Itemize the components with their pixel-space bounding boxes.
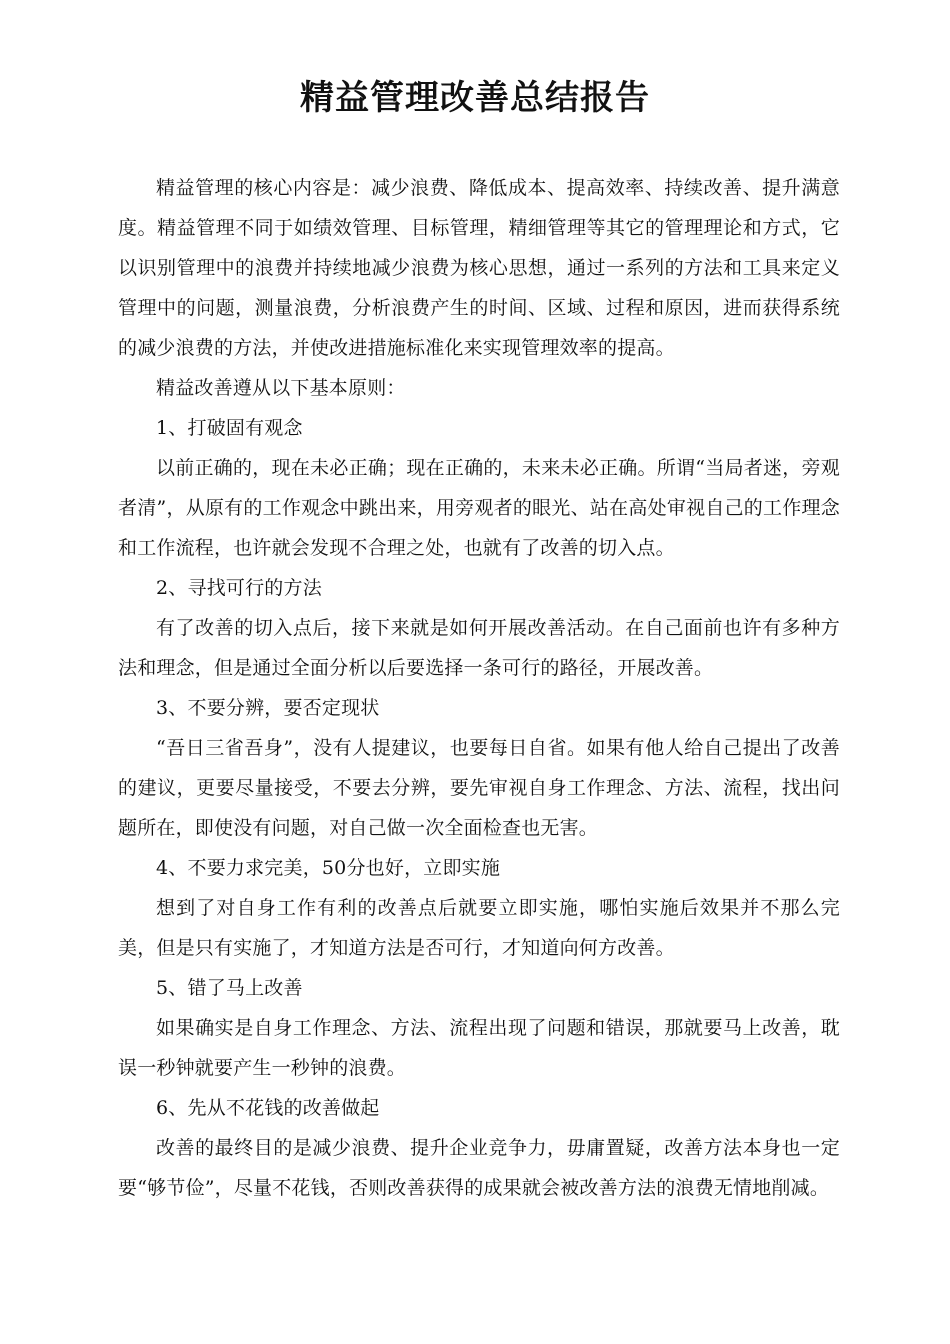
section-heading-4: 4、不要力求完美，50分也好，立即实施 [156,857,501,879]
paragraph-3: “吾日三省吾身”，没有人提建议，也要每日自省。如果有他人给自己提出了改善的建议，更要尽量接受，不要去分辨，要先审视自身工作理念、方法、流程，找出问题所在，即使没有问题，对自己做一次全面检查也无害。 [118,737,840,839]
paragraph-6: 改善的最终目的是减少浪费、提升企业竞争力，毋庸置疑，改善方法本身也一定要“够节俭”，尽量不花钱，否则改善获得的成果就会被改善方法的浪费无情地削减。 [118,1137,840,1199]
section-heading-6: 6、先从不花钱的改善做起 [156,1097,380,1119]
section-heading-2: 2、寻找可行的方法 [156,577,322,599]
paragraph-1: 以前正确的，现在未必正确；现在正确的，未来未必正确。所谓“当局者迷，旁观者清”，从原有的工作观念中跳出来，用旁观者的眼光、站在高处审视自己的工作理念和工作流程，也许就会发现不合理之处，也就有了改善的切入点。 [118,457,840,559]
section-heading-5: 5、错了马上改善 [156,977,303,999]
paragraph-intro: 精益管理的核心内容是：减少浪费、降低成本、提高效率、持续改善、提升满意度。精益管理不同于如绩效管理、目标管理，精细管理等其它的管理理论和方式，它以识别管理中的浪费并持续地减少浪费为核心思想，通过一系列的方法和工具来定义管理中的问题，测量浪费，分析浪费产生的时间、区域、过程和原因，进而获得系统的减少浪费的方法，并使改进措施标准化来实现管理效率的提高。 [118,177,840,359]
paragraph-2: 有了改善的切入点后，接下来就是如何开展改善活动。在自己面前也许有多种方法和理念，但是通过全面分析以后要选择一条可行的路径，开展改善。 [118,617,840,679]
document-title: 精益管理改善总结报告 [300,78,650,118]
section-heading-1: 1、打破固有观念 [156,417,303,439]
section-heading-3: 3、不要分辨，要否定现状 [156,697,380,719]
paragraph-4: 想到了对自身工作有利的改善点后就要立即实施，哪怕实施后效果并不那么完美，但是只有实施了，才知道方法是否可行，才知道向何方改善。 [118,897,840,959]
document-body [118,168,840,1208]
paragraph-5: 如果确实是自身工作理念、方法、流程出现了问题和错误，那就要马上改善，耽误一秒钟就要产生一秒钟的浪费。 [118,1017,840,1079]
paragraph-principles-intro: 精益改善遵从以下基本原则： [156,377,406,399]
